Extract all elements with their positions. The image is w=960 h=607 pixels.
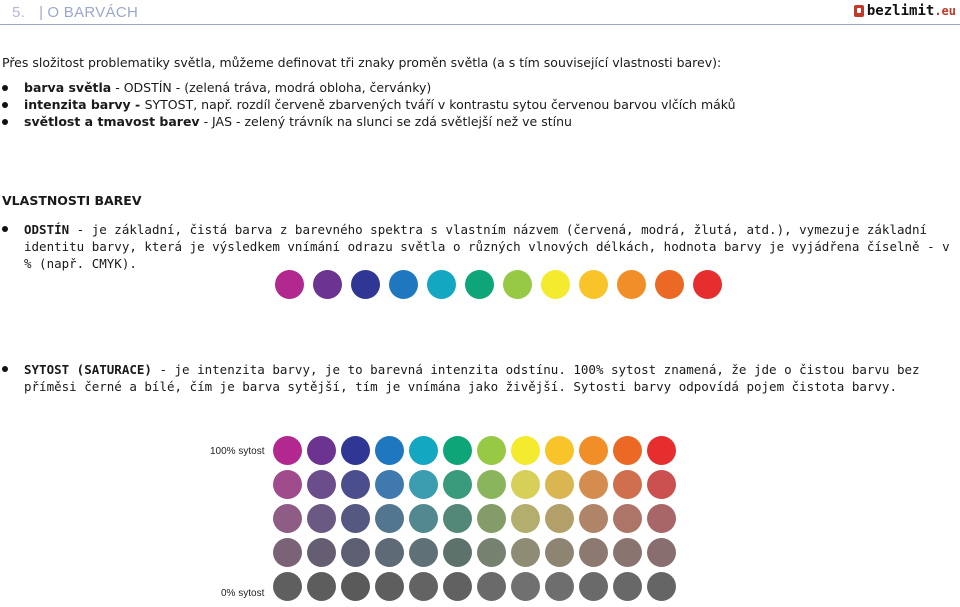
header-divider: [0, 24, 960, 25]
saturation-swatch: [409, 470, 438, 499]
saturation-swatch: [545, 436, 574, 465]
saturation-swatch: [307, 572, 336, 601]
saturation-swatch: [647, 470, 676, 499]
intro-paragraph: Přes složitost problematiky světla, můžeme definovat tři znaky proměn světla (a s tím související vlastnosti barev):: [2, 55, 722, 70]
hue-swatch: [541, 270, 570, 299]
hue-swatch: [465, 270, 494, 299]
saturation-swatch: [307, 538, 336, 567]
saturation-swatch: [443, 572, 472, 601]
section-title: VLASTNOSTI BAREV: [2, 193, 142, 208]
brand-logo: [854, 3, 956, 19]
saturation-swatch: [443, 504, 472, 533]
saturation-swatch: [409, 572, 438, 601]
saturation-definition: [0, 361, 955, 395]
saturation-swatch: [511, 470, 540, 499]
saturation-swatch: [273, 436, 302, 465]
saturation-swatch: [341, 436, 370, 465]
page-header: [12, 4, 138, 21]
hue-swatch: [351, 270, 380, 299]
saturation-swatch: [613, 436, 642, 465]
saturation-swatch: [579, 504, 608, 533]
saturation-swatch: [273, 538, 302, 567]
saturation-swatch: [613, 538, 642, 567]
saturation-swatch: [545, 470, 574, 499]
hue-swatch: [579, 270, 608, 299]
hue-swatch: [503, 270, 532, 299]
saturation-swatch: [273, 470, 302, 499]
saturation-swatch: [613, 470, 642, 499]
saturation-swatch: [579, 538, 608, 567]
saturation-swatch: [409, 504, 438, 533]
saturation-swatch: [579, 470, 608, 499]
saturation-swatch: [511, 572, 540, 601]
hue-swatch: [427, 270, 456, 299]
page-number: 5.: [12, 4, 26, 21]
saturation-swatch: [477, 504, 506, 533]
saturation-swatch: [477, 572, 506, 601]
saturation-swatch: [511, 504, 540, 533]
saturation-swatch: [443, 436, 472, 465]
saturation-swatch: [477, 538, 506, 567]
saturation-swatch: [375, 470, 404, 499]
section-name: O BARVÁCH: [47, 4, 139, 21]
hue-swatch: [693, 270, 722, 299]
saturation-swatch-grid: [273, 436, 676, 601]
saturation-swatch: [273, 572, 302, 601]
saturation-swatch: [443, 470, 472, 499]
logo-text: bezlimit.eu: [866, 3, 956, 19]
list-item: ODSTÍN - je základní, čistá barva z barevného spektra s vlastním názvem (červená, modrá, žlutá, atd.), vymezuje základní identitu barvy, která je výsledkem vnímání odrazu světla o různých vlnových délkách, hodnota barvy je vyjádřena číselně - v % (např. CMYK).: [0, 221, 955, 272]
saturation-swatch: [341, 538, 370, 567]
saturation-swatch: [375, 504, 404, 533]
saturation-row: [273, 436, 676, 465]
label-zero-saturation: 0% sytost: [221, 588, 265, 599]
saturation-swatch: [647, 504, 676, 533]
saturation-row: [273, 504, 676, 533]
saturation-swatch: [511, 436, 540, 465]
hue-swatch-row: [275, 270, 722, 299]
saturation-swatch: [307, 470, 336, 499]
hue-definition: [0, 221, 955, 272]
label-full-saturation: 100% sytost: [210, 446, 265, 457]
hue-swatch: [313, 270, 342, 299]
saturation-swatch: [613, 504, 642, 533]
saturation-swatch: [341, 572, 370, 601]
saturation-swatch: [341, 504, 370, 533]
saturation-swatch: [375, 436, 404, 465]
saturation-swatch: [375, 538, 404, 567]
saturation-swatch: [477, 436, 506, 465]
saturation-row: [273, 538, 676, 567]
saturation-swatch: [613, 572, 642, 601]
saturation-row: [273, 572, 676, 601]
hue-swatch: [275, 270, 304, 299]
list-item: světlost a tmavost barev - JAS - zelený trávník na slunci se zdá světlejší než ve stínu: [0, 113, 950, 130]
hue-swatch: [389, 270, 418, 299]
list-item: barva světla - ODSTÍN - (zelená tráva, modrá obloha, červánky): [0, 79, 950, 96]
saturation-swatch: [409, 436, 438, 465]
saturation-swatch: [579, 572, 608, 601]
saturation-swatch: [545, 504, 574, 533]
saturation-swatch: [307, 504, 336, 533]
logo-icon: [854, 5, 864, 17]
saturation-swatch: [545, 538, 574, 567]
saturation-swatch: [647, 572, 676, 601]
saturation-swatch: [545, 572, 574, 601]
saturation-swatch: [341, 470, 370, 499]
saturation-swatch: [307, 436, 336, 465]
saturation-swatch: [273, 504, 302, 533]
light-traits-list: [0, 79, 950, 130]
hue-swatch: [655, 270, 684, 299]
list-item: intenzita barvy - SYTOST, např. rozdíl červeně zbarvených tváří v kontrastu sytou červenou barvou vlčích máků: [0, 96, 950, 113]
header-separator: |: [39, 4, 44, 21]
saturation-swatch: [477, 470, 506, 499]
saturation-swatch: [443, 538, 472, 567]
saturation-swatch: [375, 572, 404, 601]
list-item: SYTOST (SATURACE) - je intenzita barvy, je to barevná intenzita odstínu. 100% sytost znamená, že jde o čistou barvu bez příměsi černé a bílé, čím je barva sytější, tím je vnímána jako živější. Sytosti barvy odpovídá pojem čistota barvy.: [0, 361, 955, 395]
saturation-swatch: [579, 436, 608, 465]
saturation-row: [273, 470, 676, 499]
saturation-swatch: [511, 538, 540, 567]
saturation-swatch: [647, 436, 676, 465]
hue-swatch: [617, 270, 646, 299]
saturation-swatch: [409, 538, 438, 567]
saturation-swatch: [647, 538, 676, 567]
